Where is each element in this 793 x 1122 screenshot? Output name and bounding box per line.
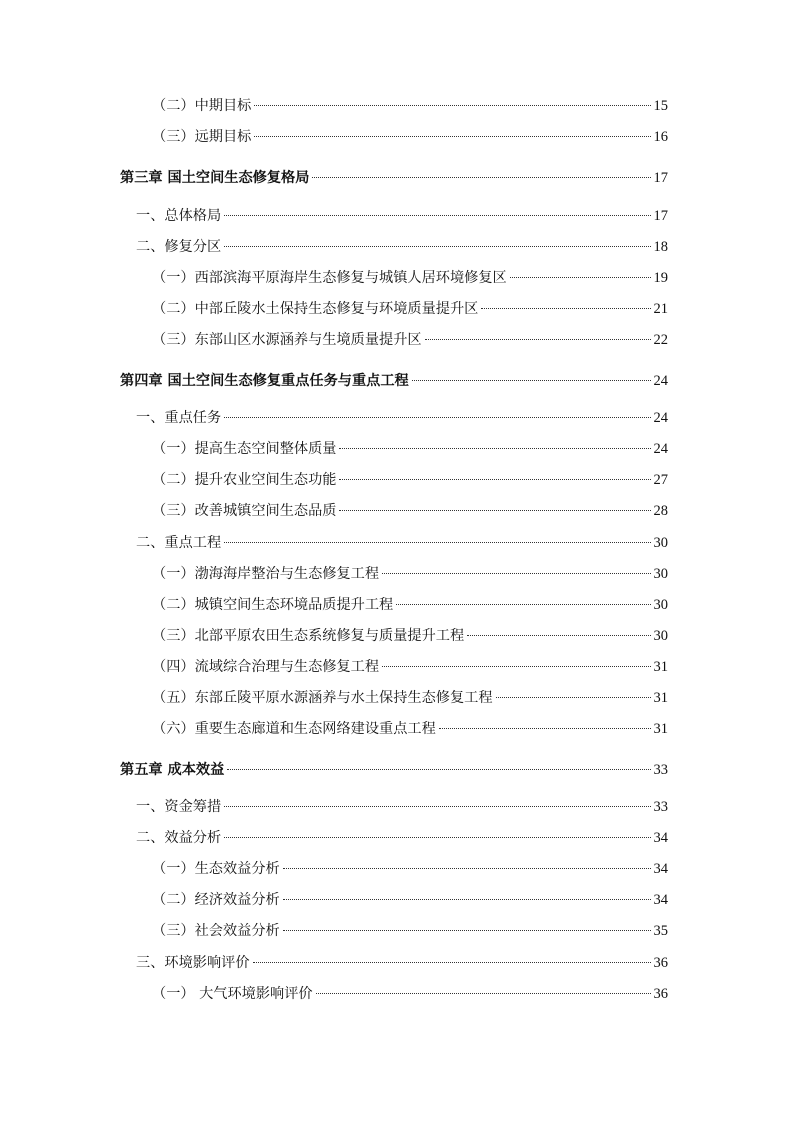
toc-entry-title: （一）提高生态空间整体质量	[152, 441, 337, 457]
toc-entry-title: 二、重点工程	[136, 535, 222, 551]
toc-chapter-entry[interactable]	[120, 167, 668, 189]
toc-page-number: 24	[653, 410, 668, 426]
toc-entry[interactable]	[136, 827, 668, 849]
toc-entry[interactable]	[152, 983, 668, 1005]
toc-page-number: 30	[653, 597, 668, 613]
toc-entry[interactable]	[152, 267, 668, 289]
dot-leader	[481, 308, 650, 309]
dot-leader	[253, 962, 651, 963]
toc-entry[interactable]	[136, 952, 668, 974]
toc-page-number: 31	[653, 721, 668, 737]
dot-leader	[283, 930, 651, 931]
dot-leader	[496, 697, 651, 698]
toc-entry-title: （三）东部山区水源涵养与生境质量提升区	[152, 332, 422, 348]
toc-entry-title: （三）北部平原农田生态系统修复与质量提升工程	[152, 628, 465, 644]
toc-entry[interactable]	[152, 656, 668, 678]
toc-entry-title: 第四章 国土空间生态修复重点任务与重点工程	[120, 373, 409, 389]
dot-leader	[224, 806, 650, 807]
toc-entry[interactable]	[152, 298, 668, 320]
dot-leader	[316, 993, 651, 994]
dot-leader	[224, 215, 650, 216]
toc-entry-title: （二）经济效益分析	[152, 892, 280, 908]
toc-page-number: 17	[653, 170, 668, 186]
dot-leader	[224, 837, 650, 838]
toc-entry[interactable]	[152, 438, 668, 460]
dot-leader	[254, 136, 650, 137]
dot-leader	[382, 573, 650, 574]
toc-entry[interactable]	[152, 126, 668, 148]
toc-page-number: 31	[653, 690, 668, 706]
dot-leader	[224, 417, 650, 418]
toc-chapter-entry[interactable]	[120, 759, 668, 781]
dot-leader	[339, 448, 650, 449]
toc-page-number: 30	[653, 628, 668, 644]
toc-page-number: 31	[653, 659, 668, 675]
toc-entry-title: 一、总体格局	[136, 208, 222, 224]
dot-leader	[467, 635, 650, 636]
toc-page-number: 34	[653, 892, 668, 908]
toc-entry[interactable]	[136, 236, 668, 258]
toc-entry[interactable]	[136, 407, 668, 429]
toc-entry-title: 第三章 国土空间生态修复格局	[120, 170, 310, 186]
toc-chapter-entry[interactable]	[120, 370, 668, 392]
toc-entry[interactable]	[152, 329, 668, 351]
toc-entry-title: （五）东部丘陵平原水源涵养与水土保持生态修复工程	[152, 690, 493, 706]
toc-entry-title: （二）中部丘陵水土保持生态修复与环境质量提升区	[152, 301, 479, 317]
dot-leader	[396, 604, 650, 605]
dot-leader	[312, 177, 650, 178]
dot-leader	[510, 277, 651, 278]
toc-page-number: 24	[653, 373, 668, 389]
dot-leader	[412, 380, 651, 381]
toc-entry[interactable]	[136, 532, 668, 554]
toc-page-number: 30	[653, 566, 668, 582]
dot-leader	[439, 728, 651, 729]
toc-entry[interactable]	[152, 563, 668, 585]
toc-entry[interactable]	[152, 858, 668, 880]
toc-entry[interactable]	[152, 594, 668, 616]
toc-page-number: 36	[653, 955, 668, 971]
dot-leader	[339, 510, 650, 511]
dot-leader	[283, 899, 651, 900]
toc-page-number: 28	[653, 503, 668, 519]
toc-entry-title: （三）社会效益分析	[152, 923, 280, 939]
toc-entry[interactable]	[152, 469, 668, 491]
toc-entry-title: 二、效益分析	[136, 830, 222, 846]
toc-entry-title: 二、修复分区	[136, 239, 222, 255]
toc-entry-title: （一）生态效益分析	[152, 861, 280, 877]
dot-leader	[224, 542, 650, 543]
dot-leader	[224, 246, 650, 247]
toc-entry[interactable]	[152, 625, 668, 647]
toc-page-number: 34	[653, 830, 668, 846]
toc-entry-title: （一）渤海海岸整治与生态修复工程	[152, 566, 380, 582]
toc-page-number: 33	[653, 799, 668, 815]
toc-entry-title: （三）远期目标	[152, 129, 252, 145]
toc-page-number: 33	[653, 762, 668, 778]
toc-entry-title: （一） 大气环境影响评价	[152, 986, 313, 1002]
toc-entry-title: （四）流域综合治理与生态修复工程	[152, 659, 380, 675]
toc-entry-title: （六）重要生态廊道和生态网络建设重点工程	[152, 721, 436, 737]
dot-leader	[227, 769, 650, 770]
toc-entry-title: （二）提升农业空间生态功能	[152, 472, 337, 488]
toc-entry-title: （二）城镇空间生态环境品质提升工程	[152, 597, 394, 613]
toc-entry[interactable]	[152, 95, 668, 117]
dot-leader	[283, 868, 651, 869]
toc-page-number: 36	[653, 986, 668, 1002]
dot-leader	[254, 105, 650, 106]
toc-page-number: 34	[653, 861, 668, 877]
toc-page-number: 17	[653, 208, 668, 224]
toc-page-number: 18	[653, 239, 668, 255]
toc-page-number: 27	[653, 472, 668, 488]
toc-entry-title: （三）改善城镇空间生态品质	[152, 503, 337, 519]
toc-page-number: 22	[653, 332, 668, 348]
toc-page-number: 35	[653, 923, 668, 939]
dot-leader	[382, 666, 650, 667]
toc-entry[interactable]	[152, 889, 668, 911]
toc-entry[interactable]	[152, 500, 668, 522]
toc-page-number: 21	[653, 301, 668, 317]
toc-page-number: 16	[653, 129, 668, 145]
toc-entry-title: 第五章 成本效益	[120, 762, 225, 778]
toc-entry[interactable]	[136, 796, 668, 818]
toc-page-number: 24	[653, 441, 668, 457]
dot-leader	[339, 479, 650, 480]
toc-entry-title: 三、环境影响评价	[136, 955, 250, 971]
toc-page-number: 19	[653, 270, 668, 286]
toc-entry[interactable]	[152, 718, 668, 740]
toc-entry-title: （一）西部滨海平原海岸生态修复与城镇人居环境修复区	[152, 270, 507, 286]
toc-entry-title: 一、资金筹措	[136, 799, 222, 815]
toc-entry[interactable]	[152, 687, 668, 709]
dot-leader	[425, 339, 651, 340]
toc-entry-title: 一、重点任务	[136, 410, 222, 426]
toc-page-number: 15	[653, 98, 668, 114]
toc-entry-title: （二）中期目标	[152, 98, 252, 114]
toc-page-number: 30	[653, 535, 668, 551]
toc-entry[interactable]	[152, 920, 668, 942]
toc-entry[interactable]	[136, 205, 668, 227]
